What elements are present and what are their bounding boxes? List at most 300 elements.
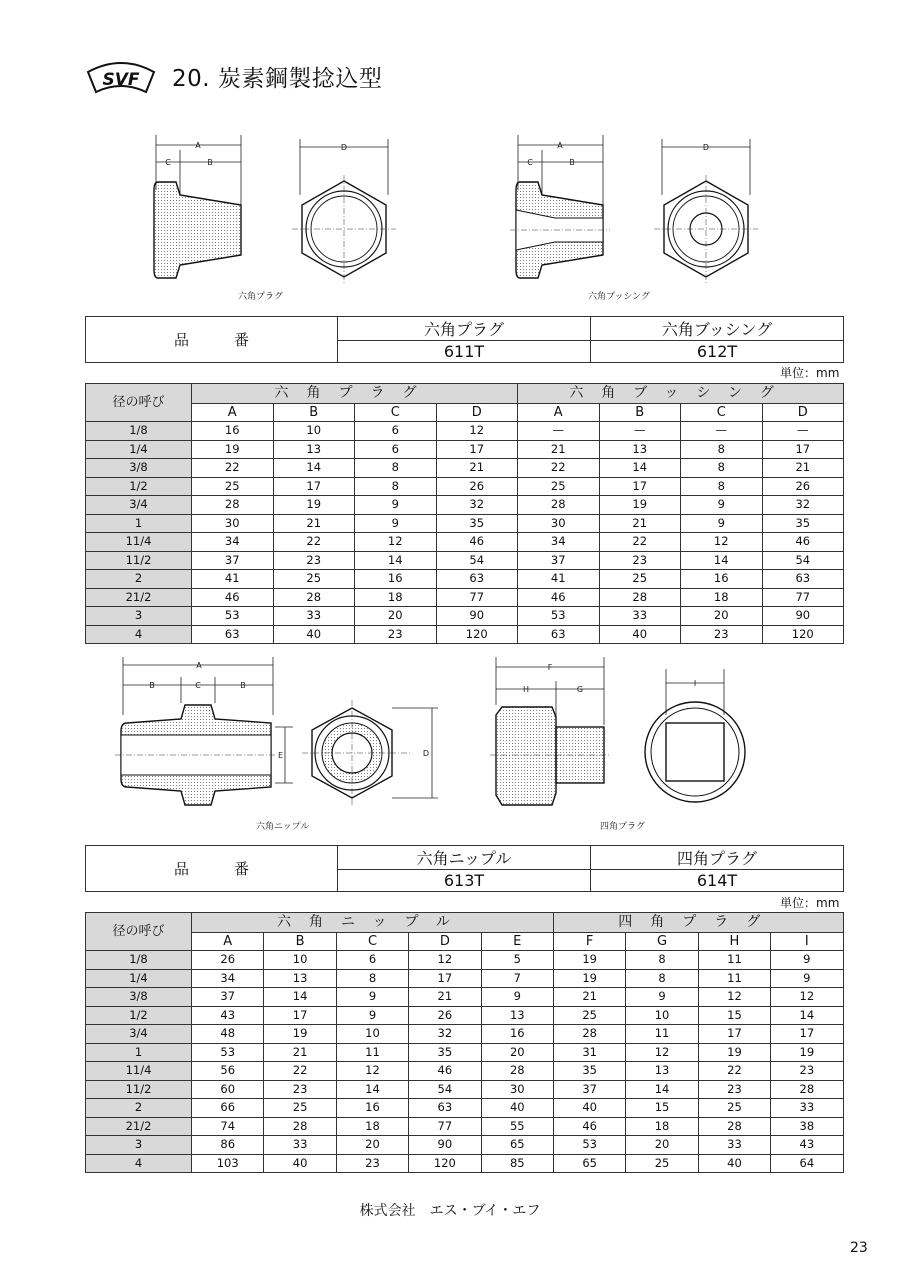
column-header: B [264,933,336,951]
dimension-cell: 19 [264,1025,336,1044]
group-header-square-plug: 四角プラグ [553,913,843,933]
dimension-cell: 34 [518,533,600,552]
dim-a-label: A [196,661,202,670]
dimension-cell: 23 [599,551,681,570]
dimension-cell: 13 [599,440,681,459]
dimension-cell: 63 [762,570,844,589]
dim-c-label: C [195,681,201,690]
nominal-size-cell: 3 [86,607,192,626]
dim-f-label: F [547,663,553,672]
dimension-cell: 8 [681,459,763,478]
nominal-size-cell: 1/2 [86,477,192,496]
dimension-cell: 21 [762,459,844,478]
column-header: B [273,404,355,422]
hex-bushing-front-drawing [652,135,762,295]
dimension-cell: 54 [762,551,844,570]
dimension-cell: 30 [481,1080,553,1099]
table-row [86,625,844,644]
dimension-cell: 14 [264,988,336,1007]
dimension-cell: 17 [762,440,844,459]
dimension-cell: 21 [264,1043,336,1062]
dimension-cell: 18 [336,1117,408,1136]
dimension-cell: 19 [599,496,681,515]
group-header-hex-plug: 六角プラグ [192,384,518,404]
dimension-cell: 37 [518,551,600,570]
dimension-cell: 16 [681,570,763,589]
page-title: 20. 炭素鋼製捻込型 [172,66,383,92]
hex-nipple-caption: 六角ニップル [256,822,310,832]
table-row [86,422,844,441]
dim-h-label: H [522,685,530,694]
dimension-cell: 46 [409,1062,481,1081]
dimension-cell: 21 [553,988,625,1007]
table-row [86,588,844,607]
table-row [86,607,844,626]
dimension-cell: 7 [481,969,553,988]
dim-d-label: D [702,143,710,152]
nominal-size-cell: 2 [86,1099,192,1118]
part-number-label: 品 番 [86,317,338,363]
dimension-cell: 37 [192,551,274,570]
dimension-cell: 28 [264,1117,336,1136]
dimension-cell: 28 [698,1117,770,1136]
square-plug-caption: 四角プラグ [600,822,646,832]
dimension-cell: 12 [771,988,843,1007]
part-number-label: 品 番 [86,846,338,892]
nominal-size-cell: 1/8 [86,951,192,970]
table-row [86,459,844,478]
dim-g-label: G [576,685,584,694]
nominal-size-cell: 3/8 [86,459,192,478]
table-row [86,1136,844,1155]
dimension-cell: 77 [409,1117,481,1136]
dim-d-label: D [340,143,348,152]
part-number-table-1 [85,316,844,363]
dimension-cell: 9 [336,1006,408,1025]
dimension-cell: 28 [273,588,355,607]
dimension-cell: 12 [626,1043,698,1062]
table-row [86,1025,844,1044]
dimension-cell: 22 [273,533,355,552]
table-row [86,1043,844,1062]
table-row [86,1154,844,1173]
dimension-cell: 8 [336,969,408,988]
dimension-cell: 20 [336,1136,408,1155]
unit-label-2: 単位：mm [780,896,840,910]
dimension-cell: 10 [626,1006,698,1025]
dimension-cell: 63 [192,625,274,644]
square-plug-side-drawing [490,655,615,810]
dimension-cell: 19 [553,969,625,988]
dimension-cell: 28 [481,1062,553,1081]
dimension-cell: 14 [336,1080,408,1099]
dimension-cell: 77 [762,588,844,607]
dimension-cell: 53 [192,607,274,626]
dimension-cell: 18 [626,1117,698,1136]
dimension-cell: 31 [553,1043,625,1062]
dimension-cell: 19 [273,496,355,515]
dimension-cell: 63 [518,625,600,644]
nominal-size-cell: 1/8 [86,422,192,441]
dimension-cell: 66 [192,1099,264,1118]
dimension-cell: 40 [481,1099,553,1118]
dimension-cell: 17 [436,440,518,459]
dimension-cell: 25 [518,477,600,496]
dimension-cell: 18 [355,588,437,607]
dimension-cell: 25 [273,570,355,589]
dimension-cell: 18 [681,588,763,607]
nominal-size-cell: 3/4 [86,496,192,515]
square-plug-number: 614T [591,870,844,892]
dimension-cell: 32 [762,496,844,515]
dimension-cell: 25 [599,570,681,589]
dimension-cell: 40 [553,1099,625,1118]
dim-a-label: A [195,141,201,150]
dimension-cell: 40 [599,625,681,644]
dimension-cell: 6 [355,422,437,441]
dimension-cell: 14 [273,459,355,478]
dimension-cell: 19 [698,1043,770,1062]
dimension-cell: 55 [481,1117,553,1136]
hex-bushing-caption: 六角ブッシング [588,292,650,302]
dimension-cell: 33 [264,1136,336,1155]
table-row [86,551,844,570]
dimension-cell: 22 [698,1062,770,1081]
dimension-cell: 28 [192,496,274,515]
column-header: C [355,404,437,422]
table-row [86,514,844,533]
dimension-cell: — [762,422,844,441]
page-number: 23 [850,1240,868,1256]
dimension-cell: 20 [481,1043,553,1062]
dimension-cell: 9 [481,988,553,1007]
dimension-cell: 9 [626,988,698,1007]
dimension-cell: 35 [436,514,518,533]
hex-plug-side-drawing [148,130,258,290]
dimension-cell: 22 [599,533,681,552]
dimension-cell: 14 [599,459,681,478]
nominal-size-cell: 3/4 [86,1025,192,1044]
nominal-size-header: 径の呼び [86,913,192,951]
dimension-table-2 [85,912,844,1173]
dimension-cell: 17 [698,1025,770,1044]
dimension-cell: 30 [192,514,274,533]
dimension-cell: 26 [192,951,264,970]
column-header: B [599,404,681,422]
dimension-cell: 16 [336,1099,408,1118]
dimension-cell: 28 [599,588,681,607]
dimension-cell: 12 [336,1062,408,1081]
dimension-cell: 14 [626,1080,698,1099]
dimension-cell: 10 [273,422,355,441]
dimension-cell: 30 [518,514,600,533]
hex-plug-number: 611T [338,341,591,363]
dimension-cell: 22 [264,1062,336,1081]
hex-nipple-name: 六角ニップル [338,846,591,870]
dimension-cell: 13 [626,1062,698,1081]
dimension-cell: 26 [762,477,844,496]
table-row [86,988,844,1007]
dimension-cell: 11 [698,969,770,988]
dimension-cell: 12 [681,533,763,552]
column-header: D [409,933,481,951]
table-row [86,440,844,459]
dimension-cell: 9 [681,496,763,515]
nominal-size-cell: 3 [86,1136,192,1155]
dim-e-label: E [277,751,283,760]
nominal-size-cell: 3/8 [86,988,192,1007]
dimension-cell: 8 [626,969,698,988]
part-number-table-2 [85,845,844,892]
dimension-cell: 22 [518,459,600,478]
dimension-cell: 53 [553,1136,625,1155]
column-header: A [192,933,264,951]
dimension-cell: 9 [681,514,763,533]
dimension-cell: 21 [273,514,355,533]
dimension-cell: 14 [771,1006,843,1025]
table-row [86,1099,844,1118]
dimension-cell: 26 [436,477,518,496]
nominal-size-cell: 11/2 [86,551,192,570]
dimension-cell: 120 [409,1154,481,1173]
dimension-cell: 23 [273,551,355,570]
dimension-cell: 17 [273,477,355,496]
dimension-cell: 17 [599,477,681,496]
dimension-cell: 19 [553,951,625,970]
table-row [86,570,844,589]
dimension-cell: 90 [436,607,518,626]
table-row [86,533,844,552]
dimension-cell: 120 [436,625,518,644]
dimension-cell: 53 [518,607,600,626]
dimension-cell: 20 [355,607,437,626]
dimension-cell: 46 [192,588,274,607]
dimension-cell: 63 [409,1099,481,1118]
dimension-cell: 17 [264,1006,336,1025]
nominal-size-cell: 2 [86,570,192,589]
group-header-hex-bushing: 六角ブッシング [518,384,844,404]
dimension-cell: 13 [481,1006,553,1025]
table-row [86,496,844,515]
dimension-cell: 33 [771,1099,843,1118]
logo-text: SVF [102,70,140,90]
square-plug-front-drawing [640,665,750,815]
dimension-cell: 54 [436,551,518,570]
table-row [86,951,844,970]
dimension-table-1 [85,383,844,644]
hex-plug-caption: 六角プラグ [238,292,284,302]
column-header: C [681,404,763,422]
dimension-cell: — [599,422,681,441]
table-row [86,1117,844,1136]
svf-logo [84,58,158,98]
dimension-cell: 23 [771,1062,843,1081]
dimension-cell: 64 [771,1154,843,1173]
dimension-cell: 23 [698,1080,770,1099]
dimension-cell: 23 [264,1080,336,1099]
dimension-cell: 34 [192,533,274,552]
column-header: F [553,933,625,951]
dimension-cell: 8 [626,951,698,970]
column-header: C [336,933,408,951]
nominal-size-cell: 4 [86,625,192,644]
dimension-cell: 9 [355,496,437,515]
dimension-cell: 34 [192,969,264,988]
dimension-cell: 32 [436,496,518,515]
column-header: E [481,933,553,951]
dimension-cell: 33 [698,1136,770,1155]
dimension-cell: 63 [436,570,518,589]
hex-nipple-side-drawing [115,655,300,810]
dimension-cell: 8 [681,440,763,459]
dimension-cell: — [681,422,763,441]
dimension-cell: 10 [336,1025,408,1044]
dimension-cell: 60 [192,1080,264,1099]
dimension-cell: 37 [192,988,264,1007]
dimension-cell: 16 [355,570,437,589]
dimension-cell: 19 [192,440,274,459]
dimension-cell: 15 [698,1006,770,1025]
dimension-cell: 21 [599,514,681,533]
dimension-cell: 20 [681,607,763,626]
dimension-cell: 23 [681,625,763,644]
dimension-cell: 86 [192,1136,264,1155]
dimension-cell: 25 [264,1099,336,1118]
nominal-size-cell: 21/2 [86,588,192,607]
dimension-cell: 19 [771,1043,843,1062]
dimension-cell: 23 [355,625,437,644]
dimension-cell: 21 [436,459,518,478]
hex-plug-front-drawing [290,135,400,295]
dimension-cell: 13 [264,969,336,988]
column-header: I [771,933,843,951]
dimension-cell: — [518,422,600,441]
dimension-cell: 46 [553,1117,625,1136]
dimension-cell: 40 [273,625,355,644]
dimension-cell: 35 [762,514,844,533]
dim-b-label: B [207,158,213,167]
dimension-cell: 46 [518,588,600,607]
dimension-cell: 35 [553,1062,625,1081]
dimension-cell: 120 [762,625,844,644]
table-row [86,1006,844,1025]
dim-c-label: C [165,158,171,167]
dimension-cell: 12 [355,533,437,552]
dimension-cell: 65 [481,1136,553,1155]
column-header: A [192,404,274,422]
dim-c-label: C [527,158,533,167]
dimension-cell: 10 [264,951,336,970]
column-header: H [698,933,770,951]
dimension-cell: 54 [409,1080,481,1099]
dimension-cell: 9 [355,514,437,533]
dimension-cell: 74 [192,1117,264,1136]
unit-label: 単位：mm [780,366,840,380]
dim-a-label: A [557,141,563,150]
dimension-cell: 22 [192,459,274,478]
dimension-cell: 32 [409,1025,481,1044]
table-row [86,969,844,988]
dimension-cell: 11 [626,1025,698,1044]
dimension-cell: 103 [192,1154,264,1173]
company-name: 株式会社 エス・ブイ・エフ [359,1203,541,1219]
dimension-cell: 12 [436,422,518,441]
dimension-cell: 43 [192,1006,264,1025]
dimension-cell: 25 [626,1154,698,1173]
dimension-cell: 28 [771,1080,843,1099]
nominal-size-cell: 1/4 [86,969,192,988]
nominal-size-cell: 4 [86,1154,192,1173]
hex-bushing-side-drawing [510,130,620,290]
nominal-size-cell: 21/2 [86,1117,192,1136]
dimension-cell: 6 [336,951,408,970]
nominal-size-header: 径の呼び [86,384,192,422]
dimension-cell: 11 [336,1043,408,1062]
dimension-cell: 25 [553,1006,625,1025]
dimension-cell: 33 [273,607,355,626]
dimension-cell: 38 [771,1117,843,1136]
dimension-cell: 85 [481,1154,553,1173]
dimension-cell: 9 [336,988,408,1007]
dimension-cell: 5 [481,951,553,970]
dim-b-label: B [149,681,155,690]
dimension-cell: 37 [553,1080,625,1099]
dimension-cell: 90 [409,1136,481,1155]
column-header: D [436,404,518,422]
dimension-cell: 21 [518,440,600,459]
dimension-cell: 8 [355,459,437,478]
dimension-cell: 14 [355,551,437,570]
dimension-cell: 20 [626,1136,698,1155]
hex-nipple-number: 613T [338,870,591,892]
nominal-size-cell: 1 [86,514,192,533]
dimension-cell: 77 [436,588,518,607]
hex-plug-name: 六角プラグ [338,317,591,341]
dimension-cell: 21 [409,988,481,1007]
dimension-cell: 53 [192,1043,264,1062]
nominal-size-cell: 1 [86,1043,192,1062]
dimension-cell: 46 [436,533,518,552]
nominal-size-cell: 1/2 [86,1006,192,1025]
dimension-cell: 8 [355,477,437,496]
dimension-cell: 25 [698,1099,770,1118]
dimension-cell: 11 [698,951,770,970]
dim-b-label: B [569,158,575,167]
dimension-cell: 17 [409,969,481,988]
table-row [86,1062,844,1081]
column-header: G [626,933,698,951]
hex-bushing-number: 612T [591,341,844,363]
dimension-cell: 15 [626,1099,698,1118]
dimension-cell: 40 [264,1154,336,1173]
column-header: D [762,404,844,422]
dimension-cell: 6 [355,440,437,459]
dimension-cell: 43 [771,1136,843,1155]
dimension-cell: 65 [553,1154,625,1173]
dimension-cell: 23 [336,1154,408,1173]
dimension-cell: 35 [409,1043,481,1062]
table-row [86,1080,844,1099]
nominal-size-cell: 11/4 [86,533,192,552]
dim-i-label: I [693,679,697,688]
column-header: A [518,404,600,422]
dimension-cell: 40 [698,1154,770,1173]
dimension-cell: 17 [771,1025,843,1044]
dimension-cell: 13 [273,440,355,459]
dimension-cell: 48 [192,1025,264,1044]
dimension-cell: 26 [409,1006,481,1025]
dimension-cell: 41 [192,570,274,589]
